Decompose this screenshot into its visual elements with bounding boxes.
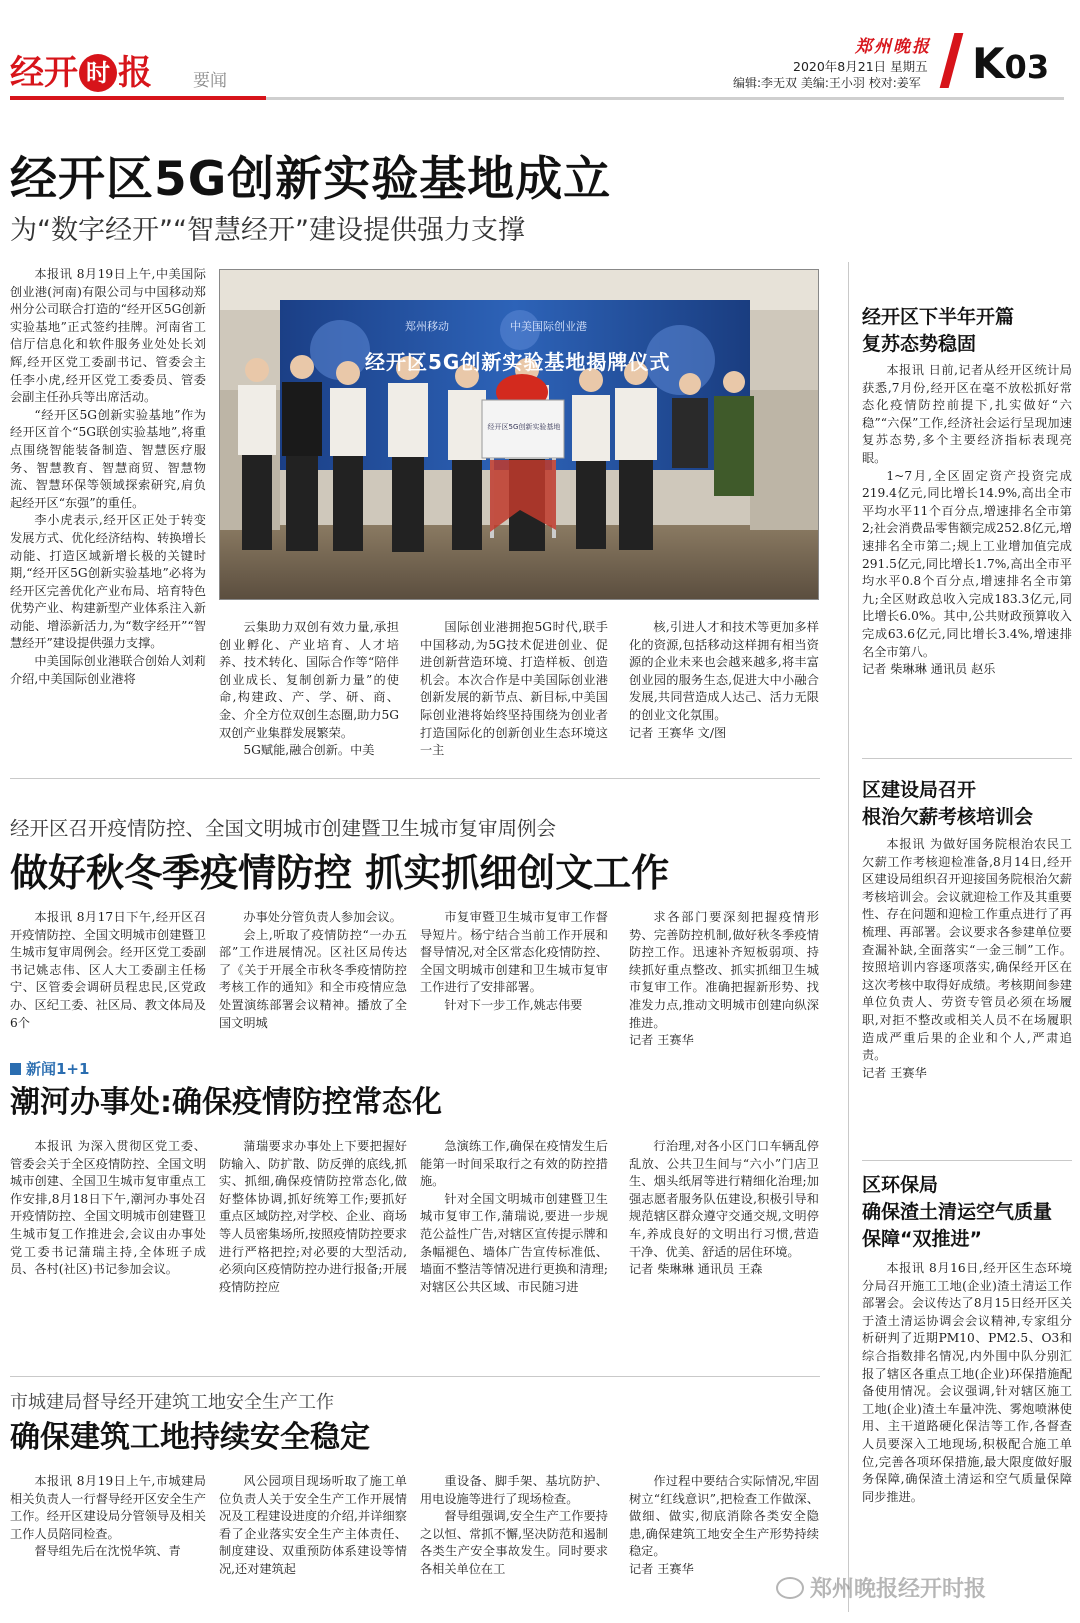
story2-byline: 记者 王赛华 [629, 1033, 694, 1048]
story4-column-3: 重设备、脚手架、基坑防护、用电设施等进行了现场检查。 督导组强调,安全生产工作要持之以恒、常抓不懈,坚决防范和遏制各类生产安全事故发生。同时要求各相关单位在工 [420, 1474, 608, 1576]
story4-byline: 记者 王赛华 [629, 1561, 694, 1576]
wechat-icon [776, 1577, 804, 1599]
watermark [776, 1574, 986, 1606]
section-label: 要闻 [193, 71, 227, 91]
brand-bao: 报 [118, 53, 152, 93]
side2-body: 本报讯 为做好国务院根治农民工欠薪工作考核迎检准备,8月14日,经开区建设局组织召开迎接国务院根治欠薪考核培训会。会议就迎检工作及其重要性、存在问题和迎检工作重点进行了再梳理、再部署。会议要求各参建单位要查漏补缺,全面落实“一金三制”工作。按照培训内容逐项落实,确保经开区在这次考核中取得好成绩。考核期间参建单位负责人、劳资专管员必须在场履职,对拒不整改或相关人员不在场履职造成严重后果的企业和个人,严肃追责。 记者 王赛华 [862, 836, 1072, 1142]
sidebar-divider [848, 262, 849, 1612]
page-slash [940, 33, 964, 88]
watermark-text: 郑州晚报经开时报 [810, 1577, 987, 1602]
photo-banner-title: 经开区5G创新实验基地揭牌仪式 [365, 350, 671, 374]
side2-byline: 记者 王赛华 [862, 1065, 927, 1080]
story2-headline: 做好秋冬季疫情防控 抓实抓细创文工作 [10, 851, 670, 895]
story2-column-1: 本报讯 8月17日下午,经开区召开疫情防控、全国文明城市创建暨卫生城市复审周例会。经开区党工委副书记姚志伟、区人大工委副主任杨宁、区管委会调研员程忠民,区党政办、区纪工委、社区局、教文体局及6个 [10, 910, 206, 1030]
photo-banner-right: 中美国际创业港 [510, 320, 587, 333]
lead-column-3: 国际创业港拥抱5G时代,联手中国移动,为5G技术促进创业、促进创新营造环境、打造样板、创造机会。本次合作是中美国际创业港创新发展的新节点、新目标,中美国际创业港将始终坚持围绕为创业者打造国际化的创新创业生态环境这一主 [420, 620, 608, 758]
story4-column-1: 本报讯 8月19日上午,市城建局相关负责人一行督导经开区安全生产工作。经开区建设局分管领导及相关工作人员陪同检查。 督导组先后在沈悦华筑、青 [10, 1474, 206, 1559]
side3-body: 本报讯 8月16日,经开区生态环境分局召开施工工地(企业)渣土清运工作部署会。会议传达了8月15日经开区关于渣土清运协调会会议精神,专家组分析研判了近期PM10、PM2.5、O3和综合指数排名情况,内外围中队分别汇报了辖区各重点工地(企业)环保措施配备使用情况。会议强调,针对辖区施工工地(企业)渣土车量冲洗、雾炮喷淋使用、主干道路硬化保洁等工作,各督查人员要深入工地现场,积极配合施工单位,完善各项环保措施,最大限度做好服务保障,确保渣土清运和空气质量保障同步推进。 [862, 1261, 1072, 1504]
page-digits: 03 [1004, 48, 1050, 86]
story4-column-4: 作过程中要结合实际情况,牢固树立“红线意识”,把检查工作做深、做细、做实,彻底消除各类安全隐患,确保建筑工地安全生产形势持续稳定。 记者 王赛华 [629, 1473, 819, 1613]
side3-title: 区环保局 确保渣土清运空气质量 保障“双推进” [862, 1174, 1053, 1250]
photo-banner-left: 郑州移动 [405, 320, 449, 333]
brand-logo [10, 52, 152, 94]
brand-shi: 时 [79, 54, 117, 92]
lead-column-1: 本报讯 8月19日上午,中美国际创业港(河南)有限公司与中国移动郑州分公司联合打造的“经开区5G创新实验基地”正式签约挂牌。河南省工信厅信息化和软件服务业处处长刘辉,经开区党工委副书记、管委会主任李小虎,经开区党工委委员、管委会副主任孙兵等出席活动。 “经开区5G创新实验基地”作为经开区首个“5G联创实验基地”,将重点围绕智能装备制造、智慧医疗服务、智慧教育、智慧商贸、智慧物流、智慧环保等领域探索研究,肩负起经开区“东强”的重任。 李小虎表示,经开区正处于转变发展方式、优化经济结构、转换增长动能、打造区域新增长极的关键时期,“经开区5G创新实验基地”必将为经开区完善优化产业布局、培育特色优势产业、构建新型产业体系注入新动能、增添新活力,为“数字经开”“智慧经开”建设提供强力支撑。 中美国际创业港联合创始人刘莉介绍,中美国际创业港将 [10, 267, 206, 686]
masthead-gray-rule [266, 97, 1064, 100]
story2-column-2: 办事处分管负责人参加会议。 会上,听取了疫情防控“一办五部”工作进展情况。区社区局传达了《关于开展全市秋冬季疫情防控考核工作的通知》和全市疫情应急处置演练部署会议精神。播放了全国文明城 [219, 910, 407, 1030]
story2-kicker: 经开区召开疫情防控、全国文明城市创建暨卫生城市复审周例会 [10, 817, 557, 840]
lead-column-2: 云集助力双创有效力量,承担创业孵化、产业培育、人才培养、技术转化、国际合作等“陪伴创业成长、复制创新力量”的使命,构建政、产、学、研、商、金、介全方位双创生态圈,助力5G双创产业集群发展繁荣。 5G赋能,融合创新。中美 [219, 620, 399, 758]
tag-marker [10, 1063, 21, 1075]
lead-photo [219, 269, 819, 600]
side-divider-2 [862, 1160, 1072, 1161]
story3-tag-label: 新闻1+1 [26, 1060, 90, 1078]
divider-story4 [10, 1376, 820, 1377]
paper-name-logo: 郑州晚报 [855, 37, 931, 57]
page-letter: K [972, 39, 1005, 88]
divider-story2 [10, 778, 820, 779]
lead-headline: 经开区5G创新实验基地成立 [10, 152, 612, 207]
story2-column-4: 求各部门要深刻把握疫情形势、完善防控机制,做好秋冬季疫情防控工作。迅速补齐短板弱项、持续抓好重点整改、抓实抓细卫生城市复审工作。准确把握新形势、找准发力点,推动文明城市创建向纵深推进。 记者 王赛华 [629, 909, 819, 1049]
story3-column-1: 本报讯 为深入贯彻区党工委、管委会关于全区疫情防控、全国文明城市创建、全国卫生城市复审重点工作安排,8月18日下午,潮河办事处召开疫情防控、全国文明城市创建暨卫生城市复工作推进会,会议由办事处党工委书记蒲瑞主持,全体班子成员、各村(社区)书记参加会议。 [10, 1139, 206, 1277]
side-divider-1 [862, 758, 1072, 759]
masthead [0, 0, 1080, 100]
masthead-red-rule [10, 96, 266, 100]
lead-byline: 记者 王赛华 文/图 [629, 725, 727, 740]
story3-column-3: 急演练工作,确保在疫情发生后能第一时间采取行之有效的防控措施。 针对全国文明城市创建暨卫生城市复审工作,蒲瑞说,要进一步规范公益性广告,对辖区宣传提示牌和条幅褪色、墙体广告宣传标准低、墙面不整洁等情况进行更换和清理;对辖区公共区域、市民随习进 [420, 1139, 608, 1294]
page-number [972, 39, 1050, 89]
lead-subhead: 为“数字经开”“智慧经开”建设提供强力支撑 [10, 215, 525, 246]
side1-byline: 记者 柴琳琳 通讯员 赵乐 [862, 662, 996, 677]
brand-jingkai: 经开 [10, 53, 78, 93]
story4-kicker: 市城建局督导经开建筑工地安全生产工作 [10, 1392, 334, 1413]
issue-date: 2020年8月21日 星期五 [793, 59, 928, 74]
story3-column-4: 行治理,对各小区门口车辆乱停乱放、公共卫生间与“六小”门店卫生、烟头纸屑等进行精细化治理;加强志愿者服务队伍建设,积极引导和规范辖区群众遵守交通交规,文明停车,养成良好的文明出行习惯,营造干净、优美、舒适的居住环境。 记者 柴琳琳 通讯员 王森 [629, 1138, 819, 1334]
photo-plaque-text: 经开区5G创新实验基地 [487, 423, 561, 431]
story3-column-2: 蒲瑞要求办事处上下要把握好防输入、防扩散、防反弹的底线,抓实、抓细,确保疫情防控常态化,做好整体协调,抓好统筹工作;要抓好重点区域防控,对学校、企业、商场等人员密集场所,按照疫情防控要求进行严格把控;对必要的大型活动,必须向区疫情防控办进行报备;开展疫情防控应 [219, 1139, 407, 1294]
editor-credits: 编辑:李无双 美编:王小羽 校对:姜军 [733, 76, 921, 90]
story3-tag [10, 1058, 89, 1079]
story3-headline: 潮河办事处:确保疫情防控常态化 [10, 1085, 442, 1120]
story4-headline: 确保建筑工地持续安全稳定 [10, 1420, 370, 1455]
story3-byline: 记者 柴琳琳 通讯员 王森 [629, 1262, 763, 1277]
side2-title: 区建设局召开 根治欠薪考核培训会 [862, 779, 1034, 828]
side1-body: 本报讯 日前,记者从经开区统计局获悉,7月份,经开区在毫不放松抓好常态化疫情防控前提下,扎实做好“六稳”“六保”工作,经济社会运行呈现加速复苏态势,多个主要经济指标表现亮眼。 1~7月,全区固定资产投资完成219.4亿元,同比增长14.9%,高出全市平均水平11个百分点,增速排名全市第2;社会消费品零售额完成252.8亿元,增速排名全市第二;规上工业增加值完成291.5亿元,同比增长1.7%,高出全市平均水平0.8个百分点,增速排名全市第九;全区财政总收入完成183.3亿元,同比增长6.0%。其中,公共财政预算收入完成63.6亿元,同比增长3.4%,增速排名全市第八。 记者 柴琳琳 通讯员 赵乐 [862, 362, 1072, 738]
story2-column-3: 市复审暨卫生城市复审工作督导短片。杨宁结合当前工作开展和督导情况,对全区常态化疫情防控、全国文明城市创建和卫生城市复审工作进行了安排部署。 针对下一步工作,姚志伟要 [420, 910, 608, 1012]
side1-title: 经开区下半年开篇 复苏态势稳固 [862, 306, 1015, 355]
lead-column-4: 核,引进人才和技术等更加多样化的资源,包括移动这样拥有相当资源的企业未来也会越来越多,将丰富创业园的服务生态,促进大中小融合发展,共同营造成人达己、活力无限的创业文化氛围。 记者 王赛华 文/图 [629, 619, 819, 769]
story4-column-2: 风公园项目现场听取了施工单位负责人关于安全生产工作开展情况及工程建设进度的介绍,并详细察看了企业落实安全生产主体责任、制度建设、双重预防体系建设等情况,还对建筑起 [219, 1474, 407, 1576]
